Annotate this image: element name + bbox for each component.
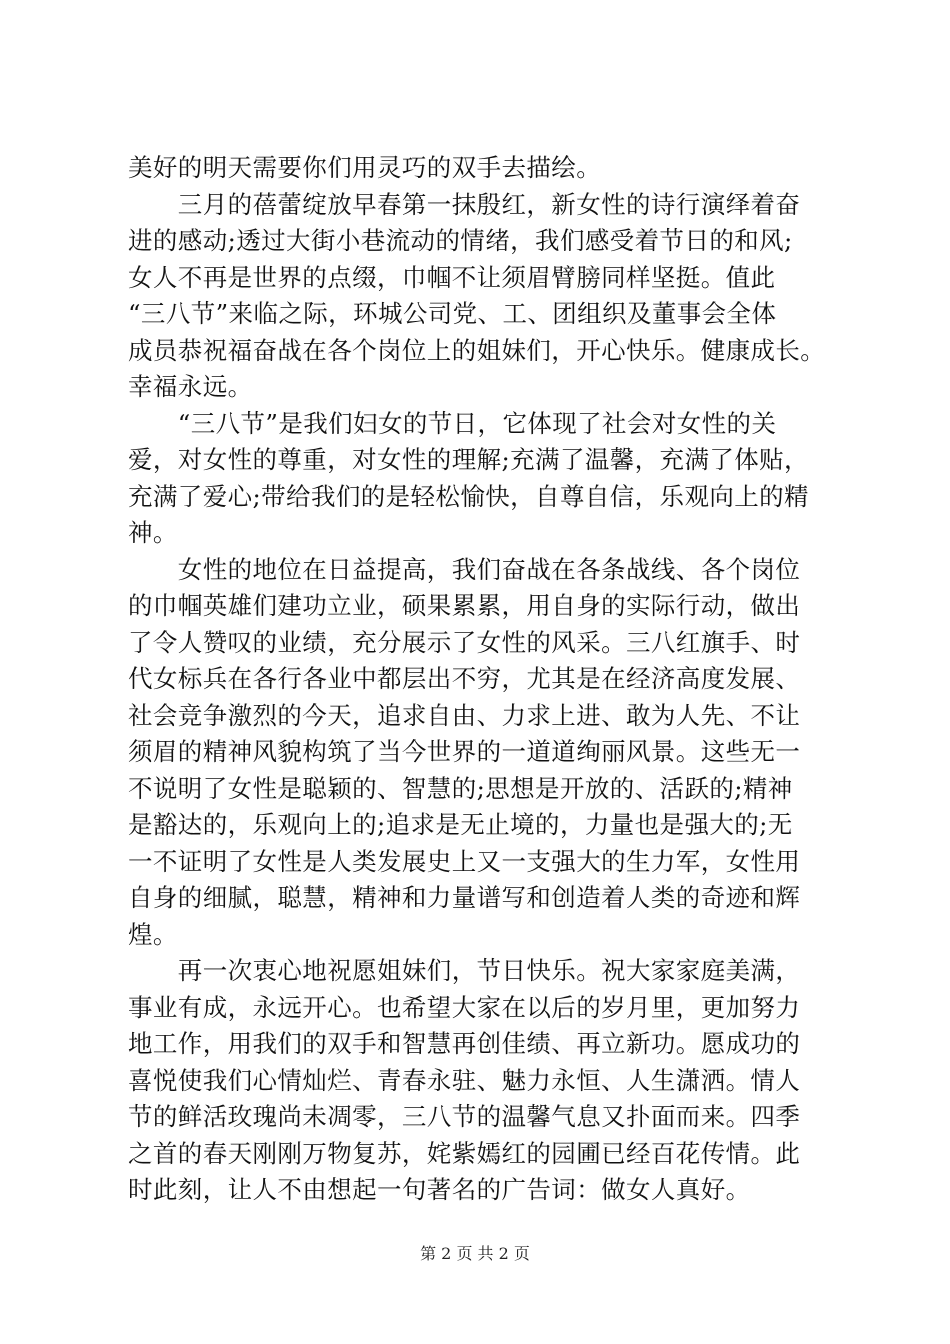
text-line: 一不证明了女性是人类发展史上又一支强大的生力军，女性用 bbox=[128, 846, 801, 876]
text-line: 煌。 bbox=[128, 919, 178, 949]
text-line: 的巾帼英雄们建功立业，硕果累累，用自身的实际行动，做出 bbox=[128, 591, 801, 620]
text-line: 女性的地位在日益提高，我们奋战在各条战线、各个岗位 bbox=[128, 554, 801, 584]
page-number-label: 第 2 页 共 2 页 bbox=[420, 1244, 530, 1263]
text-line: 须眉的精神风貌构筑了当今世界的一道道绚丽风景。这些无一 bbox=[128, 737, 801, 766]
text-line: 之首的春天刚刚万物复苏，姹紫嫣红的园圃已经百花传情。此 bbox=[128, 1138, 801, 1168]
body-text bbox=[128, 150, 828, 1209]
text-line: 进的感动;透过大街小巷流动的情绪，我们感受着节日的和风; bbox=[128, 226, 793, 255]
text-line: 神。 bbox=[128, 518, 178, 547]
text-line: 了令人赞叹的业绩，充分展示了女性的风采。三八红旗手、时 bbox=[128, 627, 801, 657]
text-line: 不说明了女性是聪颖的、智慧的;思想是开放的、活跃的;精神 bbox=[128, 773, 793, 803]
text-line: 节的鲜活玫瑰尚未凋零，三八节的温馨气息又扑面而来。四季 bbox=[128, 1102, 801, 1131]
text-line: 再一次衷心地祝愿姐妹们，节日快乐。祝大家家庭美满， bbox=[128, 956, 801, 985]
text-line: 代女标兵在各行各业中都层出不穷，尤其是在经济高度发展、 bbox=[128, 664, 801, 693]
text-line: 美好的明天需要你们用灵巧的双手去描绘。 bbox=[128, 153, 602, 182]
text-line: 幸福永远。 bbox=[128, 372, 253, 401]
text-line: 三月的蓓蕾绽放早春第一抹殷红，新女性的诗行演绎着奋 bbox=[128, 189, 801, 219]
page-footer bbox=[0, 1244, 950, 1264]
text-line: 社会竞争激烈的今天，追求自由、力求上进、敢为人先、不让 bbox=[128, 700, 801, 730]
text-line: 事业有成，永远开心。也希望大家在以后的岁月里，更加努力 bbox=[128, 992, 801, 1022]
text-line: “三八节”来临之际，环城公司党、工、团组织及董事会全体 bbox=[128, 299, 777, 328]
text-line: 时此刻，让人不由想起一句著名的广告词：做女人真好。 bbox=[128, 1175, 751, 1204]
text-line: 喜悦使我们心情灿烂、青春永驻、魅力永恒、人生潇洒。情人 bbox=[128, 1065, 801, 1095]
text-line: “三八节”是我们妇女的节日，它体现了社会对女性的关 bbox=[128, 408, 777, 438]
text-line: 是豁达的，乐观向上的;追求是无止境的，力量也是强大的;无 bbox=[128, 810, 793, 839]
text-line: 自身的细腻，聪慧，精神和力量谱写和创造着人类的奇迹和辉 bbox=[128, 883, 801, 912]
text-line: 爱，对女性的尊重，对女性的理解;充满了温馨，充满了体贴， bbox=[128, 445, 809, 474]
text-line: 成员恭祝福奋战在各个岗位上的姐妹们，开心快乐。健康成长。 bbox=[128, 335, 826, 365]
text-line: 女人不再是世界的点缀，巾帼不让须眉臂膀同样坚挺。值此 bbox=[128, 262, 776, 292]
text-line: 充满了爱心;带给我们的是轻松愉快，自尊自信，乐观向上的精 bbox=[128, 481, 809, 511]
text-line: 地工作，用我们的双手和智慧再创佳绩、再立新功。愿成功的 bbox=[128, 1029, 801, 1058]
